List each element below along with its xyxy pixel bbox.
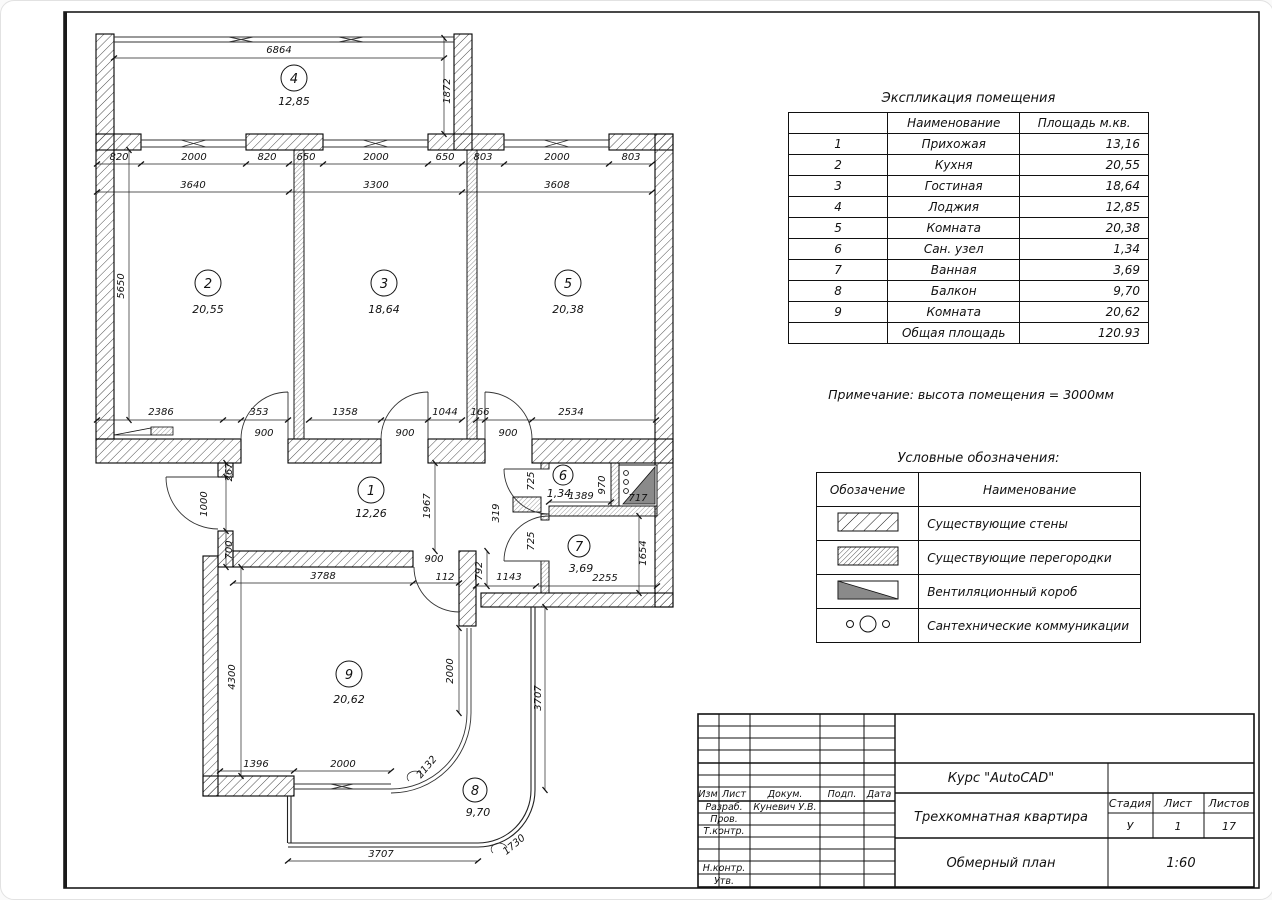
dim-label: 970 xyxy=(597,475,608,495)
tb-scale: 1:60 xyxy=(1166,856,1196,871)
room-label-3 xyxy=(368,270,400,316)
dim-label: 3608 xyxy=(544,180,570,191)
legend-col-name: Наименование xyxy=(919,473,1141,507)
room-label-1 xyxy=(355,477,387,520)
dim-label: 2000 xyxy=(544,152,570,163)
doors xyxy=(166,392,549,612)
dim-label: 3707 xyxy=(368,849,394,860)
table-row: 6 Сан. узел 1,34 xyxy=(789,239,1149,260)
dim-label: 267 xyxy=(224,462,235,482)
explication-panel xyxy=(788,91,1149,344)
dim-label: 2132 xyxy=(414,754,440,781)
tb-drawing: Обмерный план xyxy=(946,856,1056,871)
table-total-row xyxy=(789,323,1149,344)
table-row: 3 Гостиная 18,64 xyxy=(789,176,1149,197)
dim-label: 1872 xyxy=(442,78,453,104)
svg-text:7: 7 xyxy=(574,540,584,555)
tb-sheets: 17 xyxy=(1222,820,1236,833)
tb-stage-label: Стадия xyxy=(1108,797,1152,810)
table-row: 8 Балкон 9,70 xyxy=(789,281,1149,302)
room-label-2 xyxy=(192,270,224,316)
dim-label: 650 xyxy=(296,152,316,163)
legend-title: Условные обозначения: xyxy=(897,451,1060,466)
dim-label: 166 xyxy=(470,407,490,418)
room-label-5 xyxy=(552,270,584,316)
legend-row: Сантехнические коммуникации xyxy=(817,609,1141,643)
dim-label: 2386 xyxy=(148,407,174,418)
height-note: Примечание: высота помещения = 3000мм xyxy=(828,387,1114,402)
partition-walls xyxy=(294,150,657,593)
svg-text:12,85: 12,85 xyxy=(278,95,310,108)
svg-text:5: 5 xyxy=(563,277,573,292)
tb-sheet-label: Лист xyxy=(1164,797,1192,810)
dim-label: 717 xyxy=(628,493,648,504)
dim-label: 900 xyxy=(254,428,274,439)
svg-text:3,69: 3,69 xyxy=(568,562,594,575)
legend-row: Вентиляционный короб xyxy=(817,575,1141,609)
room-label-9 xyxy=(333,661,365,706)
tb-col-podp: Подп. xyxy=(827,789,857,800)
tb-row-nkontr: Н.контр. xyxy=(702,863,746,874)
tb-col-data: Дата xyxy=(866,789,892,800)
dim-label: 319 xyxy=(491,503,502,523)
table-row: 4 Лоджия 12,85 xyxy=(789,197,1149,218)
dim-label: 2534 xyxy=(558,407,584,418)
legend-row: Существующие стены xyxy=(817,507,1141,541)
svg-text:20,55: 20,55 xyxy=(192,303,224,316)
dim-label: 1396 xyxy=(243,759,269,770)
dim-label: 3300 xyxy=(363,180,389,191)
dim-label: 2255 xyxy=(592,573,618,584)
tb-course: Курс "AutoCAD" xyxy=(947,771,1055,786)
legend-col-symbol: Обозачение xyxy=(817,473,919,507)
dim-label: 820 xyxy=(257,152,277,163)
wall-hatch-icon xyxy=(837,512,899,532)
vent-duct-icon xyxy=(837,580,899,600)
dim-label: 2000 xyxy=(363,152,389,163)
title-block xyxy=(698,714,1254,887)
radiator-symbol xyxy=(114,427,173,435)
dim-label: 1000 xyxy=(199,491,210,517)
dim-label: 1358 xyxy=(332,407,358,418)
table-row: 9 Комната 20,62 xyxy=(789,302,1149,323)
dim-label: 2000 xyxy=(181,152,207,163)
svg-text:3: 3 xyxy=(379,277,389,292)
tb-sheet: 1 xyxy=(1174,820,1182,833)
legend-table xyxy=(816,472,1141,643)
exterior-walls xyxy=(96,34,673,796)
tb-stage: У xyxy=(1126,820,1134,833)
table-row: 5 Комната 20,38 xyxy=(789,218,1149,239)
tb-col-list: Лист xyxy=(721,789,747,800)
dim-label: 700 xyxy=(224,540,235,560)
svg-text:12,26: 12,26 xyxy=(355,507,387,520)
total-label: Общая площадь xyxy=(888,323,1020,344)
svg-text:20,38: 20,38 xyxy=(552,303,584,316)
dim-label: 3707 xyxy=(533,685,544,711)
legend-panel xyxy=(816,451,1141,643)
table-row: 2 Кухня 20,55 xyxy=(789,155,1149,176)
dim-label: 820 xyxy=(109,152,129,163)
svg-text:6: 6 xyxy=(558,469,568,484)
dim-label: 353 xyxy=(249,407,269,418)
tb-col-dokum: Докум. xyxy=(767,789,803,800)
dim-label: 725 xyxy=(526,471,537,491)
tb-col-izm: Изм xyxy=(698,789,718,800)
dim-label: 900 xyxy=(395,428,415,439)
tb-row-utv: Утв. xyxy=(714,876,734,887)
table-row: 1 Прихожая 13,16 xyxy=(789,134,1149,155)
dim-label: 2000 xyxy=(330,759,356,770)
dim-label: 803 xyxy=(621,152,641,163)
dim-label: 1654 xyxy=(638,540,649,566)
svg-text:1,34: 1,34 xyxy=(546,487,572,500)
dim-label: 3788 xyxy=(310,571,336,582)
dim-label: 900 xyxy=(424,554,444,565)
explication-table xyxy=(788,112,1149,344)
dim-label: 112 xyxy=(435,572,455,583)
col-header-area: Площадь м.кв. xyxy=(1020,113,1149,134)
dim-label: 803 xyxy=(473,152,493,163)
svg-text:9: 9 xyxy=(344,668,354,683)
dim-label: 4300 xyxy=(227,664,238,690)
svg-text:1: 1 xyxy=(366,484,376,499)
svg-text:2: 2 xyxy=(203,277,213,292)
dim-label: 2000 xyxy=(445,658,456,684)
total-area: 120.93 xyxy=(1020,323,1149,344)
dim-label: 5650 xyxy=(116,273,127,299)
room-label-8 xyxy=(463,778,490,819)
table-header-row xyxy=(789,113,1149,134)
dim-label: 1044 xyxy=(432,407,458,418)
svg-text:4: 4 xyxy=(289,72,299,87)
dim-label: 792 xyxy=(474,561,485,581)
partition-hatch-icon xyxy=(837,546,899,566)
dim-label: 6864 xyxy=(266,45,292,56)
dim-label: 1389 xyxy=(568,491,594,502)
balcony-glazing xyxy=(288,607,536,847)
svg-text:20,62: 20,62 xyxy=(333,693,365,706)
tb-project: Трехкомнатная квартира xyxy=(914,810,1088,825)
tb-row-razrab: Разраб. xyxy=(705,802,743,813)
col-header-name: Наименование xyxy=(888,113,1020,134)
dim-label: 650 xyxy=(435,152,455,163)
plumbing-circles-icon xyxy=(837,613,899,635)
room-label-7 xyxy=(568,535,593,575)
dim-label: 725 xyxy=(526,531,537,551)
svg-text:8: 8 xyxy=(470,784,480,799)
svg-text:9,70: 9,70 xyxy=(465,806,491,819)
dim-label: 3640 xyxy=(180,180,206,191)
svg-text:18,64: 18,64 xyxy=(368,303,400,316)
table-row: 7 Ванная 3,69 xyxy=(789,260,1149,281)
dim-label: 1730 xyxy=(501,832,528,858)
room-label-4 xyxy=(278,65,310,108)
legend-row: Существующие перегородки xyxy=(817,541,1141,575)
tb-sheets-label: Листов xyxy=(1208,797,1250,810)
explication-title: Экспликация помещения xyxy=(881,91,1056,106)
dim-label: 1143 xyxy=(496,572,522,583)
floor-plan xyxy=(96,34,673,861)
legend-header-row xyxy=(817,473,1141,507)
room-label-6 xyxy=(547,465,573,500)
dim-label: 1967 xyxy=(422,493,433,519)
tb-row-prov: Пров. xyxy=(710,814,738,825)
tb-row-tkontr: Т.контр. xyxy=(703,826,745,837)
dim-label: 900 xyxy=(498,428,518,439)
tb-author: Куневич У.В. xyxy=(753,802,817,813)
